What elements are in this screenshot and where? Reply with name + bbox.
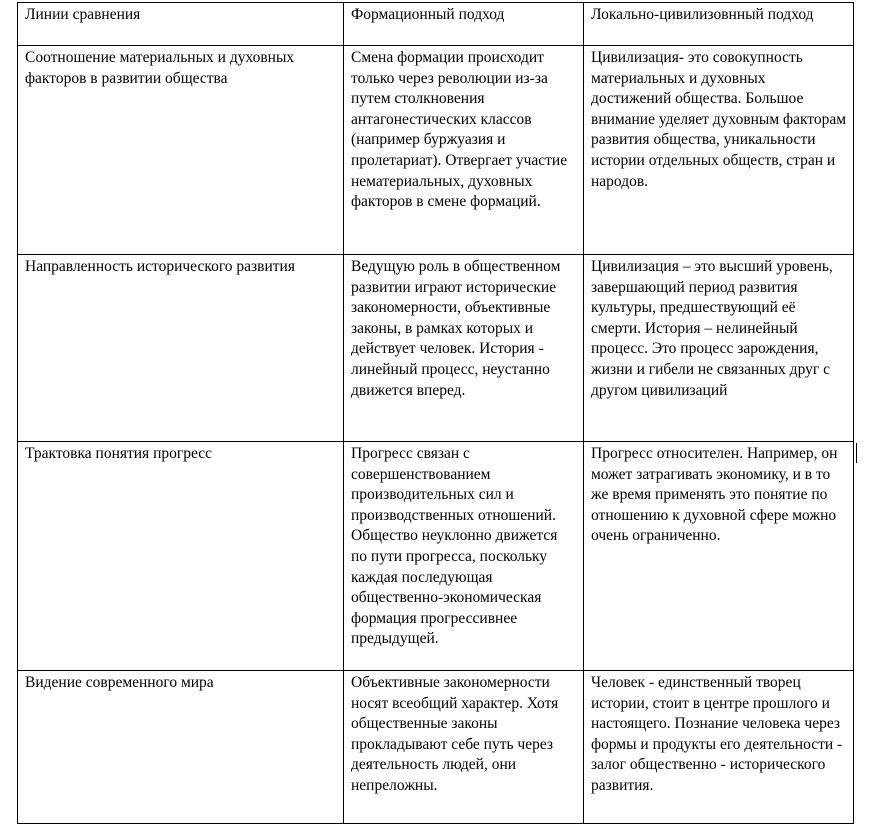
line-text: Соотношение материальных и духовных факторов в развитии общества [25,49,295,87]
civilization-text: Цивилизация- это совокупность материальных и духовных достижений общества. Большое внимание уделяет духовным факторам развития общества, уникальности истории отдельных обществ, стран и народов. [591,49,847,190]
header-cell-lines [18,3,344,46]
formation-text: Смена формации происходит только через революции из-за путем столкновения антагонестических классов (например буржуазия и пролетариат). Отвергает участие нематериальных, духовных факторов в смене формаций. [351,49,568,211]
formation-text: Прогресс связан с совершенствованием производительных сил и производственных отношений. Общество неуклонно движется по пути прогресса, поскольку каждая последующая общественно-экономическая формация прогрессивнее предыдущей. [351,445,558,648]
table-row [18,442,854,671]
header-lines-text: Линии сравнения [25,6,141,23]
row-line-cell [18,671,344,824]
row-formation-cell [344,671,584,824]
table-row [18,255,854,442]
row-formation-cell [344,46,584,255]
table-row [18,671,854,824]
line-text: Направленность исторического развития [25,258,295,275]
text-cursor [856,443,857,463]
comparison-table [17,2,854,824]
row-line-cell [18,442,344,671]
formation-text: Объективные закономерности носят всеобщий характер. Хотя общественные законы прокладывают себе путь через деятельность людей, они непреложны. [351,674,559,794]
row-line-cell [18,46,344,255]
formation-text: Ведущую роль в общественном развитии играют исторические закономерности, объективные законы, в рамках которых и действует человек. История - линейный процесс, неустанно движется вперед. [351,258,561,399]
row-civilization-cell [584,46,854,255]
header-cell-formation [344,3,584,46]
line-text: Видение современного мира [25,674,214,691]
header-cell-civilization [584,3,854,46]
row-line-cell [18,255,344,442]
civilization-text: Прогресс относителен. Например, он может затрагивать экономику, и в то же время применять это понятие по отношению к духовной сфере можно очень ограниченно. [591,445,838,545]
row-civilization-cell [584,255,854,442]
civilization-text: Цивилизация – это высший уровень, завершающий период развития культуры, предшествующий её смерти. История – нелинейный процесс. Это процесс зарождения, жизни и гибели не связанных друг с другом цивилизаций [591,258,833,399]
table-row [18,46,854,255]
header-formation-text: Формационный подход [351,6,505,23]
row-formation-cell [344,255,584,442]
civilization-text: Человек - единственный творец истории, стоит в центре прошлого и настоящего. Познание человека через формы и продукты его деятельности - залог общественно - исторического развития. [591,674,843,794]
row-civilization-cell [584,442,854,671]
line-text: Трактовка понятия прогресс [25,445,212,462]
row-civilization-cell [584,671,854,824]
header-civilization-text: Локально-цивилизовнный подход [591,6,814,23]
row-formation-cell [344,442,584,671]
table-header-row [18,3,854,46]
